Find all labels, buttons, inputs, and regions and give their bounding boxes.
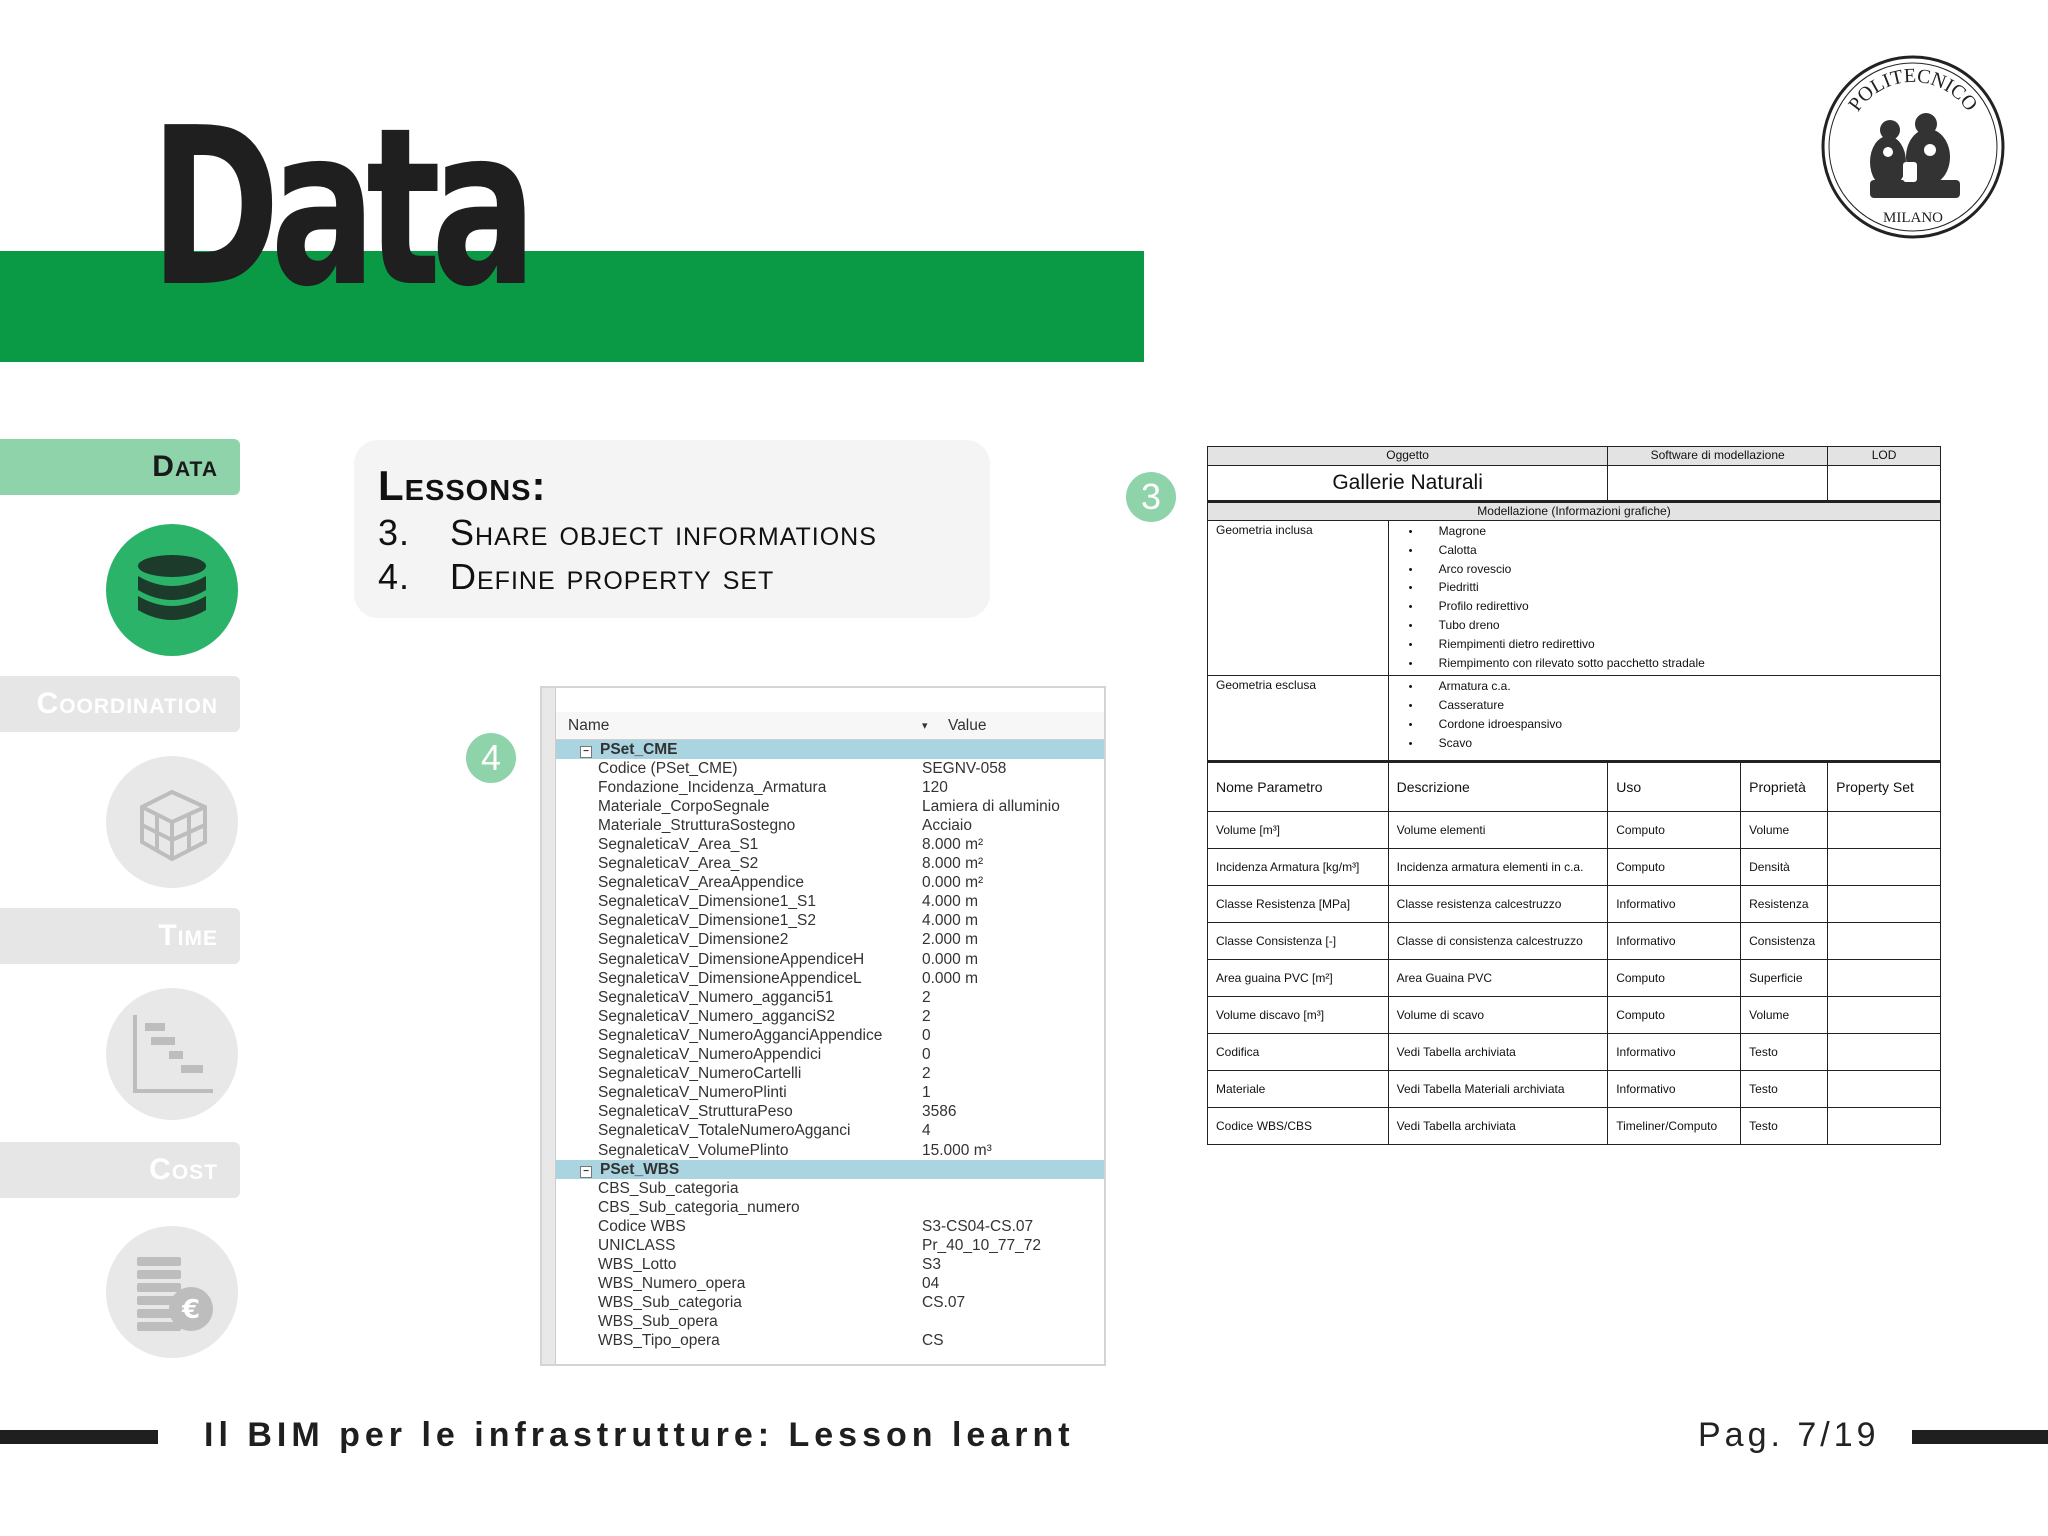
property-name [556,1008,922,1026]
svg-text:MILANO: MILANO [1883,210,1943,226]
property-name [556,760,922,778]
property-value: 3586 [922,1103,957,1121]
property-row[interactable] [556,1313,1104,1332]
lesson-item [378,556,966,598]
property-name-text: CBS_Sub_categoria [598,1179,739,1197]
property-name [556,779,922,797]
property-name [556,1161,922,1179]
property-name-text: SegnaleticaV_NumeroAppendici [598,1046,822,1064]
property-name-text: WBS_Numero_opera [598,1275,746,1293]
param-header-uso: Uso [1608,762,1741,812]
param-row [1208,923,1941,960]
geometria-esclusa-list [1397,678,1932,753]
collapse-icon[interactable]: − [580,1166,592,1178]
sidebar-tab-label: Time [158,919,218,952]
param-cell: Computo [1608,849,1741,886]
param-cell [1828,812,1941,849]
property-name [556,1313,922,1331]
property-name [556,798,922,816]
sidebar-tab-label: Coordination [36,687,218,720]
geometria-inclusa-label: Geometria inclusa [1208,521,1389,676]
property-name-text: SegnaleticaV_Dimensione2 [598,931,789,949]
step-badge-3: 3 [1126,472,1176,522]
param-row [1208,886,1941,923]
property-rows [556,740,1104,1351]
param-cell: Volume [1741,812,1828,849]
property-row[interactable] [556,1046,1104,1065]
page-number: Pag. 7/19 [1698,1416,1880,1454]
property-name [556,1103,922,1121]
param-cell: Classe di consistenza calcestruzzo [1388,923,1608,960]
param-row [1208,960,1941,997]
param-cell: Area guaina PVC [m²] [1208,960,1389,997]
property-row[interactable] [556,1122,1104,1141]
property-row[interactable] [556,874,1104,893]
property-name [556,817,922,835]
param-row [1208,812,1941,849]
property-name-text: SegnaleticaV_Dimensione1_S1 [598,893,817,911]
footer-title: Il BIM per le infrastrutture: Lesson learnt [204,1416,1075,1454]
param-cell: Incidenza Armatura [kg/m³] [1208,849,1389,886]
property-name [556,912,922,930]
property-name-text: SegnaleticaV_NumeroAgganciAppendice [598,1026,883,1044]
property-value: 04 [922,1275,940,1293]
property-name [556,1142,922,1160]
lesson-text: Share object informations [450,512,877,553]
property-name [556,1084,922,1102]
property-name [556,989,922,1007]
property-value: 4.000 m [922,893,979,911]
property-name-text: Codice (PSet_CME) [598,759,738,777]
sidebar-tab-data[interactable] [0,439,240,495]
param-cell: Codifica [1208,1034,1389,1071]
property-name-text: Materiale_StrutturaSostegno [598,816,796,834]
property-row[interactable] [556,759,1104,778]
property-name [556,951,922,969]
geometria-esclusa-cell [1388,676,1940,762]
header-lod: LOD [1828,447,1941,466]
property-value: Lamiera di alluminio [922,797,1060,815]
geometry-list-item: • Profilo redirettivo [1439,598,1932,617]
property-name-text: PSet_WBS [600,1160,680,1178]
property-row[interactable] [556,912,1104,931]
gantt-chart-icon[interactable] [106,988,238,1120]
property-name-text: Materiale_CorpoSegnale [598,797,770,815]
param-row [1208,1071,1941,1108]
property-value: 0.000 m² [922,874,984,892]
param-cell [1828,923,1941,960]
param-cell [1828,886,1941,923]
lesson-item [378,512,966,554]
geometry-list-item: • Armatura c.a. [1439,678,1932,697]
param-cell: Computo [1608,997,1741,1034]
property-name [556,874,922,892]
property-name [556,1122,922,1140]
property-row[interactable] [556,950,1104,969]
property-name-text: UNICLASS [598,1236,676,1254]
geometry-list-item: • Riempimento con rilevato sotto pacchetto stradale [1439,655,1932,674]
property-name [556,1294,922,1312]
property-row[interactable] [556,855,1104,874]
property-value: S3 [922,1256,941,1274]
param-cell: Vedi Tabella archiviata [1388,1108,1608,1145]
lod-value [1828,466,1941,502]
param-cell [1828,1108,1941,1145]
param-cell [1828,960,1941,997]
geometry-list-item: • Riempimenti dietro redirettivo [1439,636,1932,655]
lesson-number: 4. [378,556,411,597]
property-name-text: SegnaleticaV_Dimensione1_S2 [598,912,817,930]
euro-coins-icon[interactable] [106,1226,238,1358]
property-value: 0 [922,1026,931,1044]
property-name-text: WBS_Sub_categoria [598,1294,742,1312]
property-value: Acciaio [922,816,972,834]
param-cell: Vedi Tabella Materiali archiviata [1388,1071,1608,1108]
property-value: 4.000 m [922,912,979,930]
property-value: 2 [922,1007,931,1025]
property-name-text: WBS_Sub_opera [598,1313,718,1331]
property-name [556,836,922,854]
param-cell: Informativo [1608,886,1741,923]
geometry-list-item: • Tubo dreno [1439,617,1932,636]
property-name [556,1027,922,1045]
param-cell: Volume elementi [1388,812,1608,849]
property-row[interactable] [556,1198,1104,1217]
property-name-text: CBS_Sub_categoria_numero [598,1198,800,1216]
sidebar-tab-coordination[interactable] [0,676,240,732]
property-name-text: SegnaleticaV_TotaleNumeroAgganci [598,1122,851,1140]
property-name [556,1218,922,1236]
property-name [556,1180,922,1198]
page-title: Data [150,82,527,335]
geometria-inclusa-cell [1388,521,1940,676]
property-value: 8.000 m² [922,855,984,873]
property-value: CS [922,1332,944,1350]
property-row[interactable] [556,1103,1104,1122]
property-row[interactable] [556,1026,1104,1045]
param-cell: Timeliner/Computo [1608,1108,1741,1145]
property-value: CS.07 [922,1294,966,1312]
property-value: S3-CS04-CS.07 [922,1217,1034,1235]
param-header-property-set: Property Set [1828,762,1941,812]
param-cell [1828,1034,1941,1071]
property-group-row[interactable] [556,1160,1104,1179]
geometry-list-item: • Magrone [1439,523,1932,542]
param-cell: Classe resistenza calcestruzzo [1388,886,1608,923]
geometry-list-item: • Arco rovescio [1439,561,1932,580]
param-cell: Materiale [1208,1071,1389,1108]
param-cell: Volume [m³] [1208,812,1389,849]
param-cell: Codice WBS/CBS [1208,1108,1389,1145]
property-row[interactable] [556,1294,1104,1313]
modeling-spec-table [1207,446,1941,1145]
property-name-text: SegnaleticaV_Area_S2 [598,855,759,873]
property-row[interactable] [556,1007,1104,1026]
property-value: 8.000 m² [922,836,984,854]
param-cell: Volume [1741,997,1828,1034]
property-row[interactable] [556,778,1104,797]
property-value: 0 [922,1046,931,1064]
param-cell: Resistenza [1741,886,1828,923]
param-cell: Vedi Tabella archiviata [1388,1034,1608,1071]
property-name-text: WBS_Tipo_opera [598,1332,720,1350]
property-row[interactable] [556,988,1104,1007]
column-header-value[interactable]: Value [948,716,987,734]
geometry-list-item: • Piedritti [1439,579,1932,598]
geometria-inclusa-list [1397,523,1932,673]
property-row[interactable] [556,1084,1104,1103]
property-name [556,741,922,759]
svg-text:€: € [181,1295,201,1325]
property-row[interactable] [556,931,1104,950]
property-name [556,893,922,911]
param-header-proprieta: Proprietà [1741,762,1828,812]
property-value: Pr_40_10_77_72 [922,1236,1041,1254]
geometry-list-item: • Calotta [1439,542,1932,561]
property-value: 4 [922,1122,931,1140]
property-name [556,1256,922,1274]
section-title: Modellazione (Informazioni grafiche) [1208,502,1941,521]
property-grid-header [556,712,1104,740]
property-name [556,1332,922,1350]
param-cell: Computo [1608,960,1741,997]
property-name-text: SegnaleticaV_NumeroCartelli [598,1065,802,1083]
lessons-title: Lessons: [378,462,547,509]
column-header-name[interactable]: Name [568,716,610,734]
politecnico-milano-seal [1818,52,2008,242]
property-name-text: Fondazione_Incidenza_Armatura [598,778,827,796]
property-value: SEGNV-058 [922,759,1007,777]
lessons-box [354,440,990,618]
property-name-text: SegnaleticaV_Numero_agganciS2 [598,1007,835,1025]
param-header-descrizione: Descrizione [1388,762,1608,812]
property-row[interactable] [556,835,1104,854]
database-icon[interactable] [106,524,238,656]
property-row[interactable] [556,1065,1104,1084]
property-name [556,1237,922,1255]
sidebar-tab-label: Data [152,450,218,483]
property-name-text: SegnaleticaV_Numero_agganci51 [598,988,834,1006]
param-cell: Volume di scavo [1388,997,1608,1034]
property-row[interactable] [556,893,1104,912]
param-row [1208,1034,1941,1071]
property-value: 15.000 m³ [922,1141,992,1159]
sidebar-tab-time[interactable] [0,908,240,964]
param-cell: Incidenza armatura elementi in c.a. [1388,849,1608,886]
property-name [556,1199,922,1217]
software-value [1608,466,1828,502]
property-row[interactable] [556,1332,1104,1351]
property-group-row[interactable] [556,740,1104,759]
property-row[interactable] [556,1179,1104,1198]
geometry-list-item: • Cordone idroespansivo [1439,716,1932,735]
param-cell: Densità [1741,849,1828,886]
geometry-list-item: • Casserature [1439,697,1932,716]
property-row[interactable] [556,969,1104,988]
oggetto-value: Gallerie Naturali [1208,466,1608,502]
property-value: 2.000 m [922,931,979,949]
property-row[interactable] [556,1141,1104,1160]
collapse-icon[interactable]: − [580,746,592,758]
property-value: 0.000 m [922,969,979,987]
property-name-text: WBS_Lotto [598,1256,677,1274]
svg-text:POLITECNICO: POLITECNICO [1844,64,1982,116]
param-cell [1828,997,1941,1034]
property-name-text: SegnaleticaV_DimensioneAppendiceH [598,950,865,968]
property-value: 120 [922,778,948,796]
property-name-text: SegnaleticaV_StrutturaPeso [598,1103,793,1121]
property-row[interactable] [556,816,1104,835]
param-cell: Volume discavo [m³] [1208,997,1389,1034]
property-set-panel [540,686,1106,1366]
property-value: 2 [922,1065,931,1083]
geometry-list-item: • Scavo [1439,735,1932,754]
property-value: 0.000 m [922,950,979,968]
header-oggetto: Oggetto [1208,447,1608,466]
sidebar-tab-cost[interactable] [0,1142,240,1198]
param-cell: Testo [1741,1108,1828,1145]
param-cell: Classe Consistenza [-] [1208,923,1389,960]
header-software: Software di modellazione [1608,447,1828,466]
param-row [1208,997,1941,1034]
property-name [556,970,922,988]
property-name [556,1275,922,1293]
sort-indicator-icon[interactable]: ▾ [922,720,928,732]
param-cell: Testo [1741,1034,1828,1071]
property-value: 2 [922,988,931,1006]
property-name-text: SegnaleticaV_AreaAppendice [598,874,804,892]
property-name-text: SegnaleticaV_NumeroPlinti [598,1084,787,1102]
sidebar-tab-label: Cost [149,1153,218,1186]
panel-left-gutter [542,688,556,1364]
param-rows [1208,812,1941,1145]
property-row[interactable] [556,1236,1104,1255]
param-cell: Superficie [1741,960,1828,997]
property-name-text: PSet_CME [600,740,678,758]
geometria-esclusa-label: Geometria esclusa [1208,676,1389,762]
param-cell: Classe Resistenza [MPa] [1208,886,1389,923]
property-name [556,855,922,873]
property-name [556,1065,922,1083]
property-row[interactable] [556,1275,1104,1294]
param-cell: Informativo [1608,1034,1741,1071]
param-cell: Computo [1608,812,1741,849]
property-name-text: SegnaleticaV_Area_S1 [598,836,759,854]
property-row[interactable] [556,797,1104,816]
param-cell [1828,1071,1941,1108]
property-row[interactable] [556,1256,1104,1275]
property-row[interactable] [556,1217,1104,1236]
param-row [1208,1108,1941,1145]
footer-right-bar [1912,1430,2048,1444]
property-name [556,931,922,949]
lesson-text: Define property set [450,556,775,597]
param-cell: Testo [1741,1071,1828,1108]
property-name-text: SegnaleticaV_DimensioneAppendiceL [598,969,862,987]
param-row [1208,849,1941,886]
param-cell: Informativo [1608,923,1741,960]
param-cell: Informativo [1608,1071,1741,1108]
puzzle-cube-icon[interactable] [106,756,238,888]
property-name-text: SegnaleticaV_VolumePlinto [598,1141,789,1159]
param-cell [1828,849,1941,886]
param-cell: Area Guaina PVC [1388,960,1608,997]
footer-left-bar [0,1430,158,1444]
param-cell: Consistenza [1741,923,1828,960]
lesson-number: 3. [378,512,411,553]
property-name-text: Codice WBS [598,1217,686,1235]
property-name [556,1046,922,1064]
param-header-nome: Nome Parametro [1208,762,1389,812]
property-value: 1 [922,1084,931,1102]
step-badge-4: 4 [466,733,516,783]
